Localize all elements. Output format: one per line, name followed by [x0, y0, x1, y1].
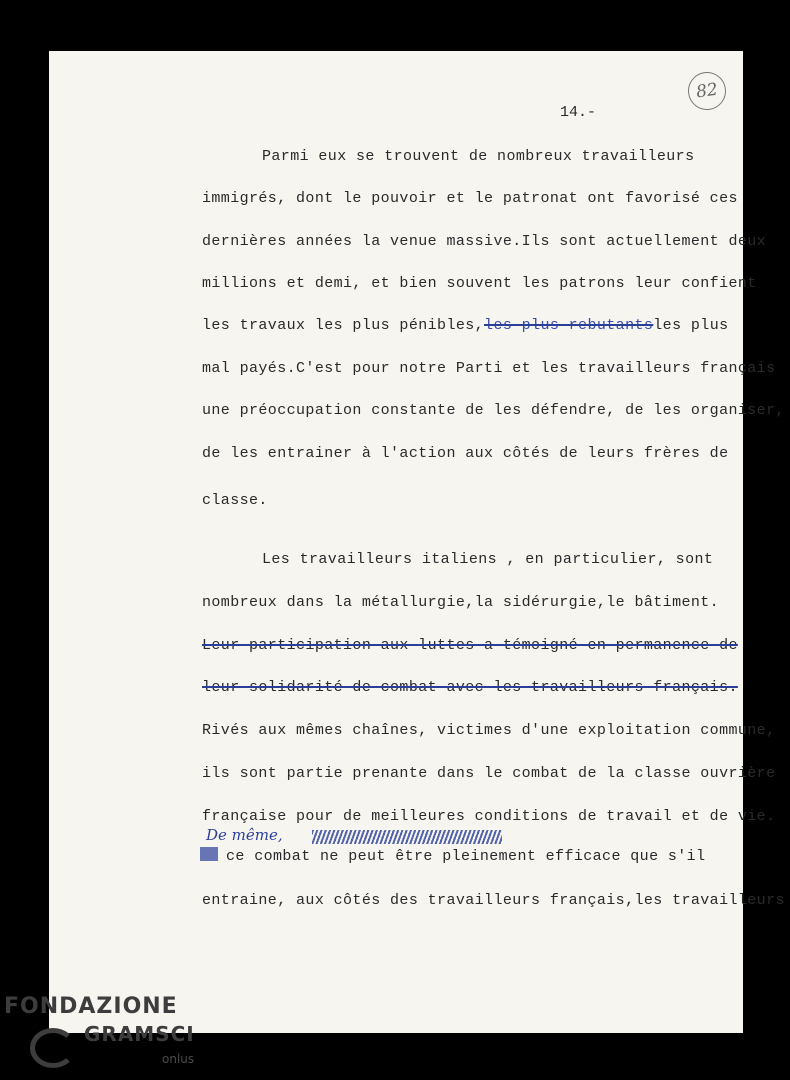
- watermark-line3: onlus: [162, 1052, 195, 1066]
- text-line: classe.: [202, 492, 268, 509]
- text-line: de les entrainer à l'action aux côtés de leurs frères de: [202, 445, 729, 462]
- text-line: Rivés aux mêmes chaînes, victimes d'une exploitation commune,: [202, 722, 776, 739]
- text-line: [202, 317, 729, 334]
- text-segment: les plus: [653, 317, 729, 334]
- struck-line: leur solidarité de combat avec les travailleurs français.: [202, 679, 738, 696]
- page-number: 14.-: [560, 104, 597, 121]
- text-line: ce combat ne peut être pleinement efficace que s'il: [226, 848, 706, 865]
- text-line: mal payés.C'est pour notre Parti et les travailleurs français: [202, 360, 776, 377]
- watermark-line1: FONDAZIONE: [4, 994, 178, 1019]
- handwritten-insert: De même,: [206, 826, 283, 844]
- struck-inline-text: les plus rebutants: [484, 317, 654, 334]
- ink-strike-mark: [200, 847, 218, 861]
- watermark-line2: GRAMSCI: [84, 1022, 195, 1046]
- text-line: entraine, aux côtés des travailleurs français,les travailleurs: [202, 892, 785, 909]
- text-segment: les travaux les plus pénibles,: [202, 317, 485, 334]
- text-line: une préoccupation constante de les défendre, de les organiser,: [202, 402, 785, 419]
- text-line: Parmi eux se trouvent de nombreux travailleurs: [262, 148, 695, 165]
- text-line: Les travailleurs italiens , en particulier, sont: [262, 551, 714, 568]
- ink-scribble: [312, 830, 502, 844]
- text-line: immigrés, dont le pouvoir et le patronat ont favorisé ces: [202, 190, 738, 207]
- text-line: française pour de meilleures conditions de travail et de vie.: [202, 808, 776, 825]
- text-line: millions et demi, et bien souvent les patrons leur confient: [202, 275, 757, 292]
- text-line: nombreux dans la métallurgie,la sidérurgie,le bâtiment.: [202, 594, 720, 611]
- watermark-logo-icon: [30, 1028, 76, 1068]
- text-line: dernières années la venue massive.Ils sont actuellement deux: [202, 233, 767, 250]
- struck-line: Leur participation aux luttes a témoigné en permanence de: [202, 637, 738, 654]
- text-line: ils sont partie prenante dans le combat de la classe ouvrière: [202, 765, 776, 782]
- folio-stamp: 82: [686, 70, 729, 113]
